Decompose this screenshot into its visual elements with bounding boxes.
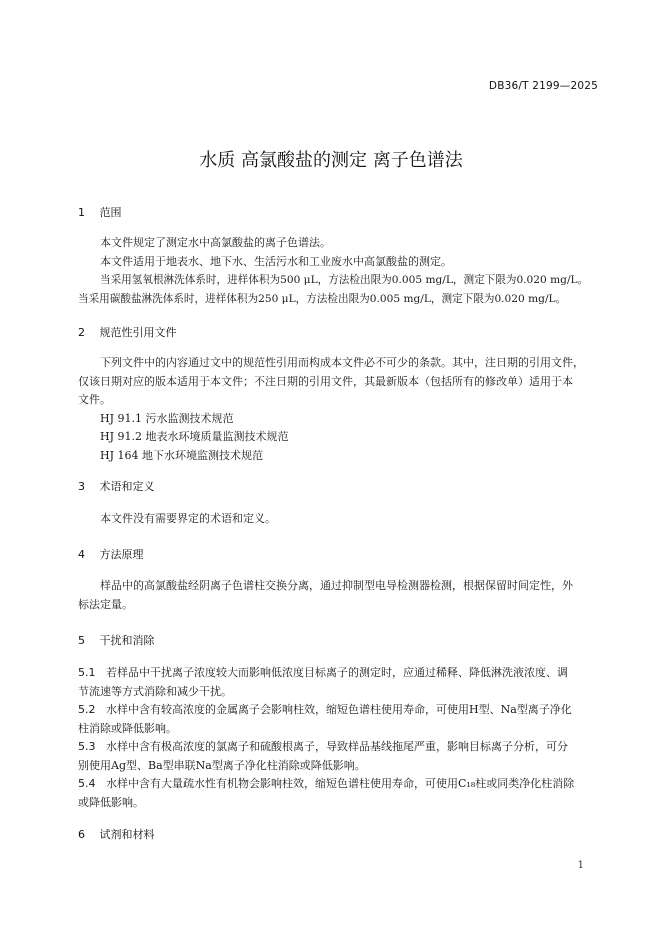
- clause-line: [78, 738, 602, 757]
- clause-line: [78, 664, 602, 683]
- section-title: 方法原理: [99, 548, 144, 561]
- clause-number: 5.1: [78, 666, 96, 679]
- paragraph-line: 当采用碳酸盐淋洗体系时，进样体积为250 μL，方法检出限为0.005 mg/L，测定下限为0.020 mg/L。: [78, 292, 567, 305]
- section-number: 4: [78, 548, 85, 561]
- standard-code: DB36/T 2199—2025: [488, 80, 598, 92]
- section-2-body: [78, 354, 602, 465]
- section-title: 干扰和消除: [99, 634, 155, 647]
- clause-line: [78, 701, 602, 720]
- paragraph-line: 标法定量。: [78, 597, 133, 611]
- paragraph-line: 下列文件中的内容通过文中的规范性引用而构成本文件必不可少的条款。其中，注日期的引用文件，: [100, 356, 584, 369]
- section-number: 3: [78, 480, 85, 493]
- section-number: 5: [78, 634, 85, 647]
- clause-line: 或降低影响。: [78, 795, 144, 809]
- clause-number: 5.3: [78, 740, 96, 753]
- paragraph-line: 仅该日期对应的版本适用于本文件；不注日期的引用文件，其最新版本（包括所有的修改单）适用于本: [78, 374, 573, 388]
- section-heading-4: [78, 546, 144, 562]
- clause-text: 水样中含有较高浓度的金属离子会影响柱效，缩短色谱柱使用寿命，可使用H型、Na型离子净化: [106, 703, 572, 716]
- section-number: 6: [78, 828, 85, 841]
- section-1-body: [78, 234, 602, 308]
- section-title: 范围: [99, 206, 122, 219]
- section-heading-6: [78, 826, 155, 842]
- section-heading-3: [78, 478, 155, 494]
- page-number: 1: [577, 860, 584, 871]
- clause-text: 若样品中干扰离子浓度较大而影响低浓度目标离子的测定时，应通过稀释、降低淋洗液浓度、调: [106, 666, 568, 679]
- paragraph-line: 当采用氢氧根淋洗体系时，进样体积为500 μL，方法检出限为0.005 mg/L，测定下限为0.020 mg/L。: [100, 274, 589, 286]
- reference-item: HJ 164 地下水环境监测技术规范: [100, 448, 263, 462]
- clause-number: 5.2: [78, 703, 96, 716]
- clause-text: 水样中含有大量疏水性有机物会影响柱效，缩短色谱柱使用寿命，可使用C₁₈柱或同类净化柱消除: [106, 777, 575, 790]
- document-title: 水质 高氯酸盐的测定 离子色谱法: [199, 150, 463, 171]
- section-3-body: [78, 510, 602, 529]
- section-title: 试剂和材料: [99, 828, 155, 841]
- section-number: 1: [78, 206, 85, 219]
- section-heading-1: [78, 204, 122, 220]
- reference-item: HJ 91.1 污水监测技术规范: [100, 411, 234, 425]
- clause-line: 柱消除或降低影响。: [78, 721, 177, 735]
- clause-line: [78, 775, 602, 794]
- paragraph-line: 本文件没有需要界定的术语和定义。: [100, 512, 276, 525]
- section-5-body: [78, 664, 602, 812]
- section-4-body: [78, 577, 602, 614]
- section-heading-5: [78, 632, 155, 648]
- section-title: 术语和定义: [99, 480, 155, 493]
- paragraph-line: 文件。: [78, 393, 111, 406]
- clause-text: 水样中含有极高浓度的氯离子和硫酸根离子，导致样品基线拖尾严重，影响目标离子分析，可分: [106, 740, 568, 753]
- paragraph-line: 本文件适用于地表水、地下水、生活污水和工业废水中高氯酸盐的测定。: [100, 254, 452, 268]
- clause-number: 5.4: [78, 777, 96, 790]
- clause-line: 别使用Ag型、Ba型串联Na型离子净化柱消除或降低影响。: [78, 758, 366, 772]
- reference-item: HJ 91.2 地表水环境质量监测技术规范: [100, 430, 289, 443]
- paragraph-line: 本文件规定了测定水中高氯酸盐的离子色谱法。: [100, 236, 331, 249]
- section-title: 规范性引用文件: [99, 326, 177, 339]
- clause-line: 节流速等方式消除和减少干扰。: [78, 684, 232, 698]
- paragraph-line: 样品中的高氯酸盐经阴离子色谱柱交换分离，通过抑制型电导检测器检测，根据保留时间定性，外: [100, 579, 573, 592]
- section-number: 2: [78, 326, 85, 339]
- section-heading-2: [78, 324, 177, 340]
